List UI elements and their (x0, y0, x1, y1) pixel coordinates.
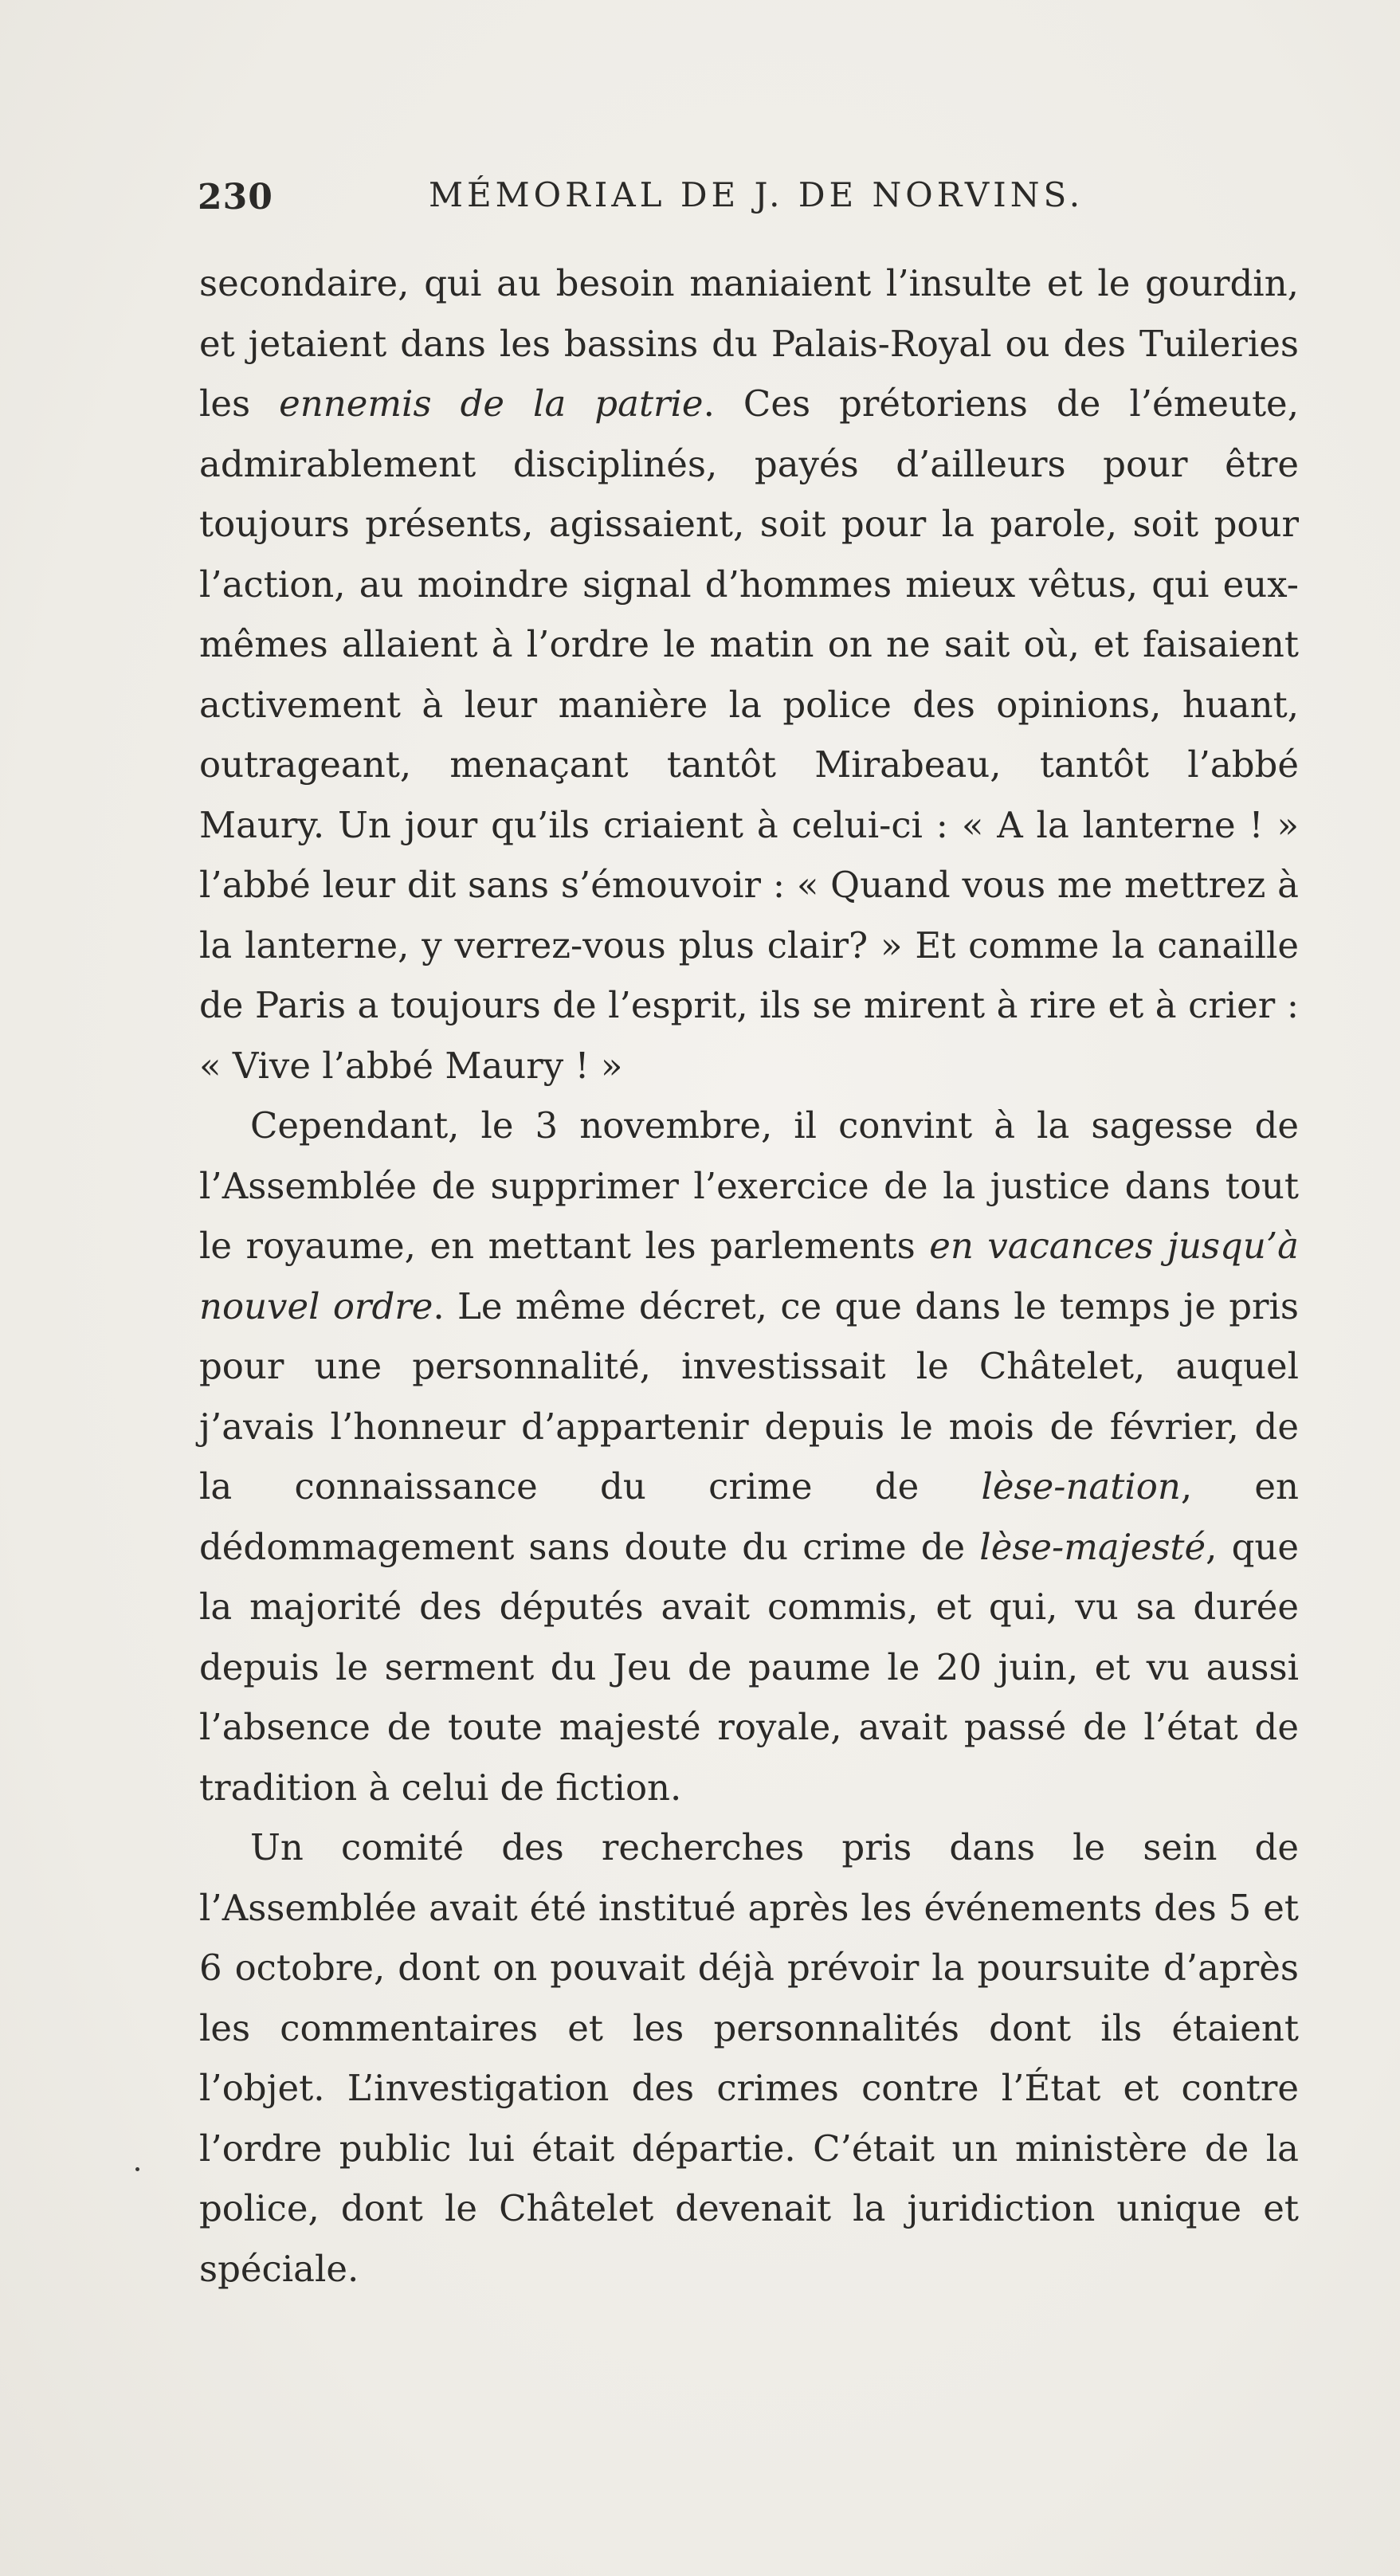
text-segment: secondaire, qui au besoin maniaient l’insulte et le gourdin, et jetaient dans les bassins du Palais-Royal ou des Tuileries les (199, 262, 1299, 425)
margin-dot (135, 2167, 139, 2171)
text-segment: . Ces prétoriens de l’émeute, admirablement disciplinés, payés d’ailleurs pour être toujours présents, agissaient, soit pour la parole, soit pour l’action, au moindre signal d’hommes mieux vêtus, qui eux-mêmes allaient à l’ordre le matin on ne sait où, et faisaient activement à leur manière la police des opinions, huant, outrageant, menaçant tantôt Mirabeau, tantôt l’abbé Maury. Un jour qu’ils criaient à celui-ci : « A la lanterne ! » l’abbé leur dit sans s’émouvoir : « Quand vous me mettrez à la lanterne, y verrez-vous plus clair? » Et comme la canaille de Paris a toujours de l’esprit, ils se mirent à rire et à crier : « Vive l’abbé Maury ! » (199, 382, 1299, 1087)
running-title: MÉMORIAL DE J. DE NORVINS. (429, 175, 1084, 214)
italic-phrase: en vacances jusqu’à nouvel ordre (199, 1225, 1299, 1327)
text-segment: , en dédommagement sans doute du crime de (199, 1465, 1299, 1568)
italic-phrase: lèse-majesté (979, 1525, 1206, 1568)
text-segment: , que la majorité des députés avait commis, et qui, vu sa durée depuis le serment du Jeu de paume le 20 juin, et vu aussi l’absence de toute majesté royale, avait passé de l’état de tradition à celui de fiction. (199, 1525, 1299, 1809)
paragraph-1 (199, 253, 1299, 1096)
italic-phrase: lèse-nation (981, 1465, 1181, 1508)
text-segment: . Le même décret, ce que dans le temps je pris pour une personnalité, investissait le Châtelet, auquel j’avais l’honneur d’appartenir depuis le mois de février, de la connaissance du crime de (199, 1284, 1299, 1508)
text-segment: Un comité des recherches pris dans le sein de l’Assemblée avait été institué après les événements des 5 et 6 octobre, dont on pouvait déjà prévoir la poursuite d’après les commentaires et les personnalités dont ils étaient l’objet. L’investigation des crimes contre l’État et contre l’ordre public lui était départie. C’était un ministère de la police, dont le Châtelet devenait la juridiction unique et spéciale. (199, 1826, 1299, 2290)
italic-phrase: ennemis de la patrie (279, 382, 704, 425)
page-header (198, 169, 1305, 225)
body-text (199, 253, 1299, 2299)
paragraph-2 (199, 1096, 1299, 1817)
paragraph-3 (199, 1817, 1299, 2299)
text-segment: Cependant, le 3 novembre, il convint à la sagesse de l’Assemblée de supprimer l’exercice de la justice dans tout le royaume, en mettant les parlements (199, 1104, 1299, 1267)
page-number: 230 (198, 177, 273, 218)
